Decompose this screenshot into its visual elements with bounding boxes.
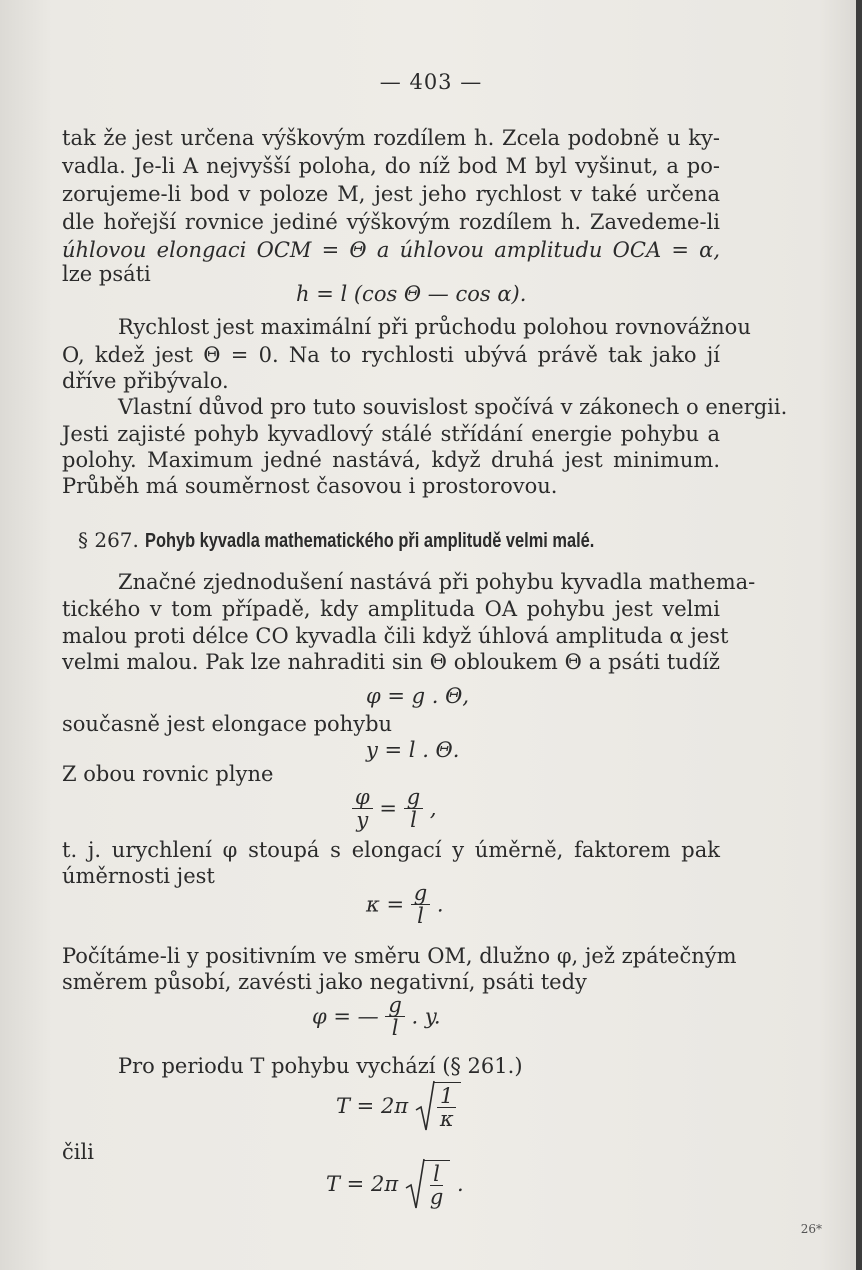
page-number: — 403 — [379,70,483,94]
text-line: tak že jest určena výškovým rozdílem h. Zcela podobně u ky- [62,126,720,150]
section-heading [78,528,693,553]
text-line: Průběh má souměrnost časovou i prostorovou. [62,474,558,498]
formula-y: y = l . Θ. [366,738,460,762]
square-root [405,1158,450,1210]
fraction: $\frac{l}{g}$ [429,1162,444,1209]
text-line: dle hořejší rovnice jediné výškovým rozdílem h. Zavedeme-li [62,210,720,234]
text-line: lze psáti [62,262,151,286]
formula-phi: φ = g . Θ, [366,684,470,708]
text-line: tického v tom případě, kdy amplituda OA pohybu jest velmi [62,597,720,621]
fraction: $\frac{g}{l}$ [411,882,430,927]
formula-period-length: T = 2π $\frac{l}{g}$ . [326,1158,464,1210]
fraction: $\frac{1}{\kappa}$ [437,1085,457,1130]
text-line: velmi malou. Pak lze nahraditi sin Θ obloukem Θ a psáti tudíž [62,650,720,674]
text-line: směrem působí, zavésti jako negativní, psáti tedy [62,970,587,994]
formula-ratio: $\frac{\varphi}{y}$ = $\frac{g}{l}$ , [352,786,437,831]
text-line: Pro periodu T pohybu vychází (§ 261.) [118,1054,523,1078]
text-line: dříve přibývalo. [62,369,229,393]
text-line: Počítáme-li y positivním ve směru OM, dlužno φ, jež zpátečným [62,944,737,968]
text-line: úměrnosti jest [62,864,215,888]
fraction: $\frac{\varphi}{y}$ [352,786,373,831]
fraction: $\frac{g}{l}$ [404,786,423,831]
text-line: polohy. Maximum jedné nastává, když druhá jest minimum. [62,448,720,472]
text-line: čili [62,1140,94,1164]
text-line: t. j. urychlení φ stoupá s elongací y úměrně, faktorem pak [62,838,720,862]
text-line: Jesti zajisté pohyb kyvadlový stálé střídání energie pohybu a [62,422,720,446]
radical-sign-icon [405,1158,425,1210]
formula-h: h = l (cos Θ — cos α). [296,282,527,306]
text-line: Značné zjednodušení nastává při pohybu kyvadla mathema- [118,570,756,594]
fraction: $\frac{g}{l}$ [385,994,404,1039]
text-line: Rychlost jest maximální při průchodu polohou rovnovážnou [118,315,751,339]
text-line: vadla. Je-li A nejvyšší poloha, do níž bod M byl vyšinut, a po- [62,154,720,178]
text-line: současně jest elongace pohybu [62,712,393,736]
text-line: Vlastní důvod pro tuto souvislost spočívá v zákonech o energii. [118,395,788,419]
formula-kappa: κ = $\frac{g}{l}$ . [366,881,444,928]
signature-mark: 26* [800,1222,822,1236]
formula-period-kappa: T = 2π $\frac{1}{\kappa}$ [336,1080,461,1132]
text-line: malou proti délce CO kyvadla čili když úhlová amplituda α jest [62,624,729,648]
radical-sign-icon [415,1080,435,1132]
formula-phi-negative: φ = — $\frac{g}{l}$ . y. [312,993,441,1040]
section-title: Pohyb kyvadla mathematického při amplitudě velmi malé. [145,530,595,552]
text-line: zorujeme-li bod v poloze M, jest jeho rychlost v také určena [62,182,720,206]
text-line: O, kdež jest Θ = 0. Na to rychlosti ubývá právě tak jako jí [62,343,720,367]
page-edge-shadow [856,0,862,1270]
text-line: úhlovou elongaci OCM = Θ a úhlovou amplitudu OCA = α, [62,238,720,262]
square-root [415,1080,461,1132]
text-line: Z obou rovnic plyne [62,762,274,786]
section-number: § 267. [78,528,139,552]
